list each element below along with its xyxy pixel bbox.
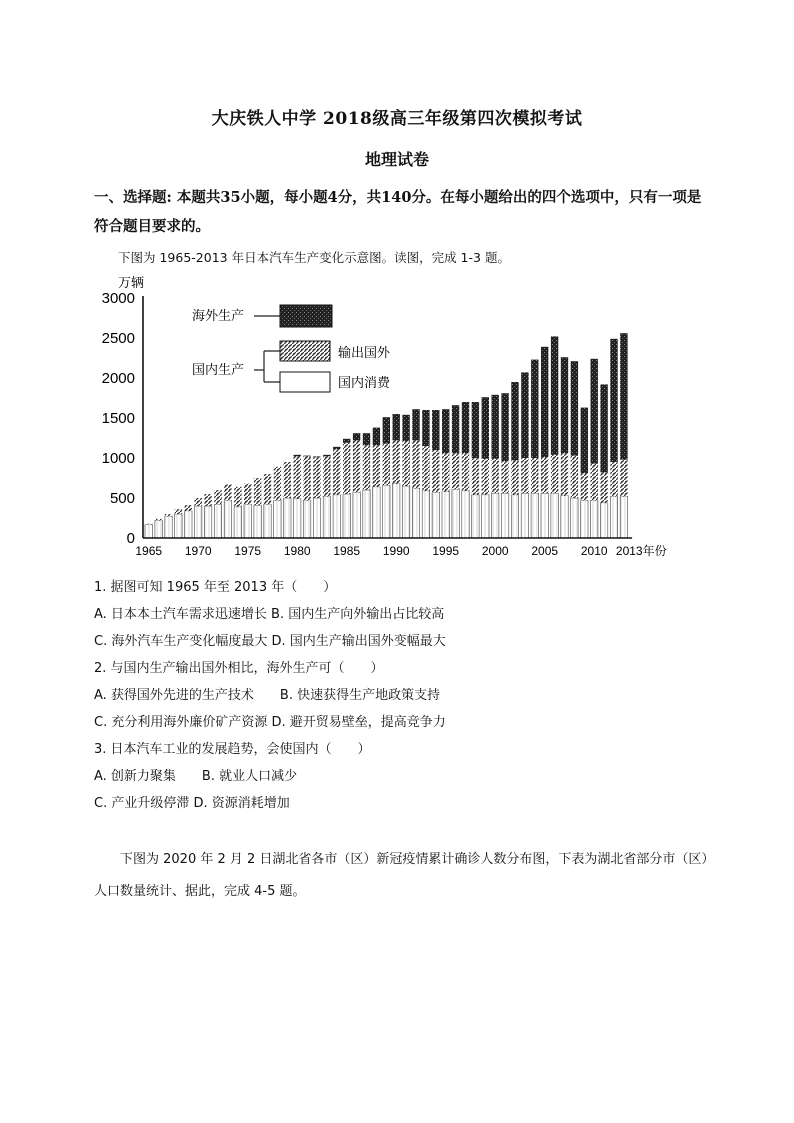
bar-overseas-2009: [581, 408, 588, 474]
bar-export-1985: [343, 443, 350, 494]
question-3-stem: 3. 日本汽车工业的发展趋势，会使国内（ ）: [94, 742, 371, 757]
bar-export-1981: [303, 456, 310, 500]
x-tick-label: 2013年份: [615, 544, 667, 558]
bar-overseas-1992: [412, 409, 419, 440]
bar-export-2006: [551, 455, 558, 493]
bar-overseas-1997: [462, 402, 469, 453]
bar-export-2003: [521, 458, 528, 493]
bar-export-2004: [531, 458, 538, 493]
bar-consumption-1972: [214, 504, 221, 538]
bar-export-1975: [244, 484, 251, 505]
bar-overseas-2013: [620, 333, 627, 459]
bar-export-1972: [214, 490, 221, 504]
bar-export-2010: [591, 464, 598, 501]
x-tick-label: 1980: [283, 544, 311, 558]
bar-consumption-1990: [393, 484, 400, 538]
bar-consumption-1965: [145, 524, 152, 538]
bar-export-1977: [264, 474, 271, 504]
bar-export-1983: [323, 456, 330, 496]
bar-consumption-1974: [234, 507, 241, 538]
bar-consumption-1986: [353, 492, 360, 538]
question-1-stem: 1. 据图可知 1965 年至 2013 年（ ）: [94, 580, 337, 595]
bar-consumption-1979: [284, 498, 291, 538]
chart-legend: [192, 305, 391, 392]
bar-export-1969: [185, 505, 192, 511]
bar-export-1970: [195, 498, 202, 506]
bar-overseas-1982: [313, 456, 320, 457]
bar-export-1979: [284, 462, 291, 498]
bar-consumption-1991: [402, 486, 409, 538]
bar-export-2012: [610, 462, 617, 496]
legend-consumption-label: 国内消费: [338, 375, 391, 390]
bar-overseas-1999: [482, 397, 489, 459]
bar-export-1982: [313, 457, 320, 498]
x-tick-label: 1990: [382, 544, 410, 558]
bar-consumption-2012: [610, 496, 617, 538]
bar-overseas-1988: [373, 428, 380, 446]
bar-export-1966: [155, 519, 162, 521]
bar-export-2007: [561, 453, 568, 495]
bar-consumption-2010: [591, 500, 598, 538]
bar-consumption-2011: [600, 503, 607, 538]
bar-export-1996: [452, 453, 459, 489]
x-tick-label: 2010: [580, 544, 608, 558]
question-3-options-c: C. 产业升级停滞 D. 资源消耗增加: [94, 796, 290, 811]
bar-consumption-1984: [333, 495, 340, 538]
bar-export-1987: [363, 445, 370, 490]
y-tick-label: 2500: [101, 330, 135, 347]
bar-consumption-1999: [482, 495, 489, 538]
question-2-options-a: A. 获得国外先进的生产技术 B. 快速获得生产地政策支持: [94, 688, 441, 703]
bar-export-1974: [234, 487, 241, 507]
bar-export-1978: [274, 467, 281, 501]
question-3-options-a: A. 创新力聚集 B. 就业人口减少: [94, 769, 298, 784]
question-2-options-c: C. 充分利用海外廉价矿产资源 D. 避开贸易壁垒，提高竞争力: [94, 715, 446, 730]
bar-consumption-1995: [442, 492, 449, 538]
legend-domestic-bracket: [254, 351, 280, 382]
bar-consumption-2000: [492, 493, 499, 538]
bar-consumption-2007: [561, 496, 568, 538]
bar-consumption-1969: [185, 511, 192, 538]
y-tick-label: 2000: [101, 370, 135, 387]
bar-export-2001: [501, 461, 508, 493]
bar-export-2011: [600, 472, 607, 502]
bar-overseas-1989: [383, 417, 390, 443]
bar-export-1976: [254, 478, 261, 505]
bar-overseas-1987: [363, 433, 370, 445]
bar-overseas-1996: [452, 405, 459, 453]
bar-consumption-1994: [432, 492, 439, 538]
bar-overseas-2000: [492, 395, 499, 459]
bar-export-1965: [145, 524, 152, 525]
legend-overseas-label: 海外生产: [192, 308, 245, 323]
bar-consumption-2009: [581, 500, 588, 538]
bar-consumption-1968: [175, 514, 182, 538]
bar-export-1989: [383, 444, 390, 486]
bar-consumption-1996: [452, 489, 459, 538]
bar-overseas-2012: [610, 339, 617, 462]
x-tick-label: 1995: [432, 544, 460, 558]
bar-overseas-2005: [541, 347, 548, 457]
car-production-chart: [96, 268, 696, 568]
section-intro: 一、选择题: 本题共35小题，每小题4分，共140分。在每小题给出的四个选项中，只有一项是符合题目要求的。: [94, 189, 702, 235]
bar-consumption-2003: [521, 493, 528, 538]
bar-consumption-1978: [274, 500, 281, 538]
bar-consumption-1989: [383, 485, 390, 538]
legend-overseas-swatch: [280, 305, 332, 327]
bar-overseas-1984: [333, 447, 340, 449]
legend-export-swatch: [280, 341, 330, 361]
bar-overseas-2007: [561, 357, 568, 453]
y-tick-label: 3000: [101, 290, 135, 307]
x-tick-label: 1970: [184, 544, 212, 558]
bar-consumption-1981: [303, 500, 310, 538]
bar-export-1986: [353, 440, 360, 492]
bar-export-1984: [333, 449, 340, 495]
x-tick-label: 1975: [234, 544, 262, 558]
figure-intro: 下图为 1965-2013 年日本汽车生产变化示意图。读图，完成 1-3 题。: [118, 250, 510, 265]
bar-consumption-1973: [224, 500, 231, 538]
question-1-options-a: A. 日本本土汽车需求迅速增长 B. 国内生产向外输出占比较高: [94, 607, 445, 622]
bar-consumption-1982: [313, 498, 320, 538]
x-tick-label: 2005: [531, 544, 559, 558]
bar-export-2005: [541, 457, 548, 493]
bar-export-1971: [204, 494, 211, 506]
bar-overseas-1993: [422, 410, 429, 446]
bar-export-1999: [482, 459, 489, 495]
bar-overseas-1990: [393, 414, 400, 440]
bar-overseas-2008: [571, 361, 578, 455]
bar-consumption-2008: [571, 498, 578, 538]
bar-overseas-1998: [472, 402, 479, 458]
bar-export-2008: [571, 456, 578, 498]
bar-export-1998: [472, 458, 479, 495]
bar-export-1980: [294, 456, 301, 498]
bar-consumption-1983: [323, 496, 330, 538]
legend-domestic-label: 国内生产: [192, 362, 245, 377]
bar-export-2000: [492, 459, 499, 493]
bar-consumption-2013: [620, 496, 627, 538]
bar-consumption-1970: [195, 506, 202, 538]
bar-overseas-2006: [551, 336, 558, 454]
bar-export-1967: [165, 514, 172, 516]
x-tick-label: 1965: [135, 544, 163, 558]
bar-overseas-1981: [303, 456, 310, 457]
bar-export-1991: [402, 441, 409, 486]
bar-overseas-1980: [294, 455, 301, 457]
bar-export-1993: [422, 446, 429, 491]
bar-overseas-2003: [521, 372, 528, 458]
bar-consumption-2005: [541, 493, 548, 538]
bar-overseas-1986: [353, 433, 360, 440]
next-figure-intro: 下图为 2020 年 2 月 2 日湖北省各市（区）新冠疫情累计确诊人数分布图，下表为湖北省部分市（区）人口数量统计、据此，完成 4-5 题。: [94, 852, 708, 899]
exam-subtitle: 地理试卷: [364, 150, 429, 169]
exam-title: 大庆铁人中学 2018级高三年级第四次模拟考试: [211, 109, 583, 129]
bar-consumption-1997: [462, 491, 469, 538]
bar-overseas-1983: [323, 455, 330, 457]
legend-consumption-swatch: [280, 372, 330, 392]
bar-export-2002: [511, 460, 518, 494]
bar-consumption-1971: [204, 506, 211, 538]
bar-consumption-2002: [511, 495, 518, 538]
bar-consumption-1980: [294, 499, 301, 538]
bar-export-1968: [175, 509, 182, 514]
x-tick-label: 1985: [333, 544, 361, 558]
bar-overseas-1995: [442, 409, 449, 453]
y-tick-label: 1500: [101, 410, 135, 427]
bar-overseas-1991: [402, 415, 409, 441]
legend-export-label: 输出国外: [338, 345, 391, 360]
bar-consumption-1992: [412, 488, 419, 538]
bar-overseas-2002: [511, 382, 518, 460]
bar-overseas-1985: [343, 439, 350, 443]
bar-consumption-1998: [472, 495, 479, 538]
x-tick-label: 2000: [481, 544, 509, 558]
bar-consumption-1987: [363, 490, 370, 538]
bar-consumption-2004: [531, 493, 538, 538]
bar-export-1994: [432, 450, 439, 492]
bar-consumption-2001: [501, 493, 508, 538]
bar-export-1992: [412, 440, 419, 488]
bar-consumption-1988: [373, 487, 380, 538]
y-tick-label: 500: [109, 490, 135, 507]
bar-overseas-1994: [432, 410, 439, 450]
bar-export-1988: [373, 445, 380, 487]
question-2-stem: 2. 与国内生产输出国外相比，海外生产可（ ）: [94, 661, 384, 676]
bar-export-1995: [442, 453, 449, 491]
bar-export-2013: [620, 460, 627, 497]
bar-overseas-2011: [600, 384, 607, 472]
bar-consumption-1976: [254, 505, 261, 538]
bar-export-1997: [462, 453, 469, 491]
bar-export-1990: [393, 440, 400, 483]
bar-consumption-1977: [264, 504, 271, 538]
y-tick-label: 1000: [101, 450, 135, 467]
bar-consumption-1985: [343, 494, 350, 538]
bar-consumption-1975: [244, 504, 251, 538]
bar-consumption-1993: [422, 491, 429, 538]
bar-export-1973: [224, 484, 231, 500]
bar-export-2009: [581, 473, 588, 500]
question-1-options-c: C. 海外汽车生产变化幅度最大 D. 国内生产输出国外变幅最大: [94, 634, 446, 649]
bar-overseas-2010: [591, 359, 598, 464]
bar-consumption-1966: [155, 520, 162, 538]
bar-overseas-2001: [501, 393, 508, 461]
y-axis-unit: 万辆: [118, 275, 145, 290]
y-tick-label: 0: [126, 530, 135, 547]
bar-consumption-2006: [551, 493, 558, 538]
bar-consumption-1967: [165, 516, 172, 538]
bar-overseas-2004: [531, 360, 538, 458]
